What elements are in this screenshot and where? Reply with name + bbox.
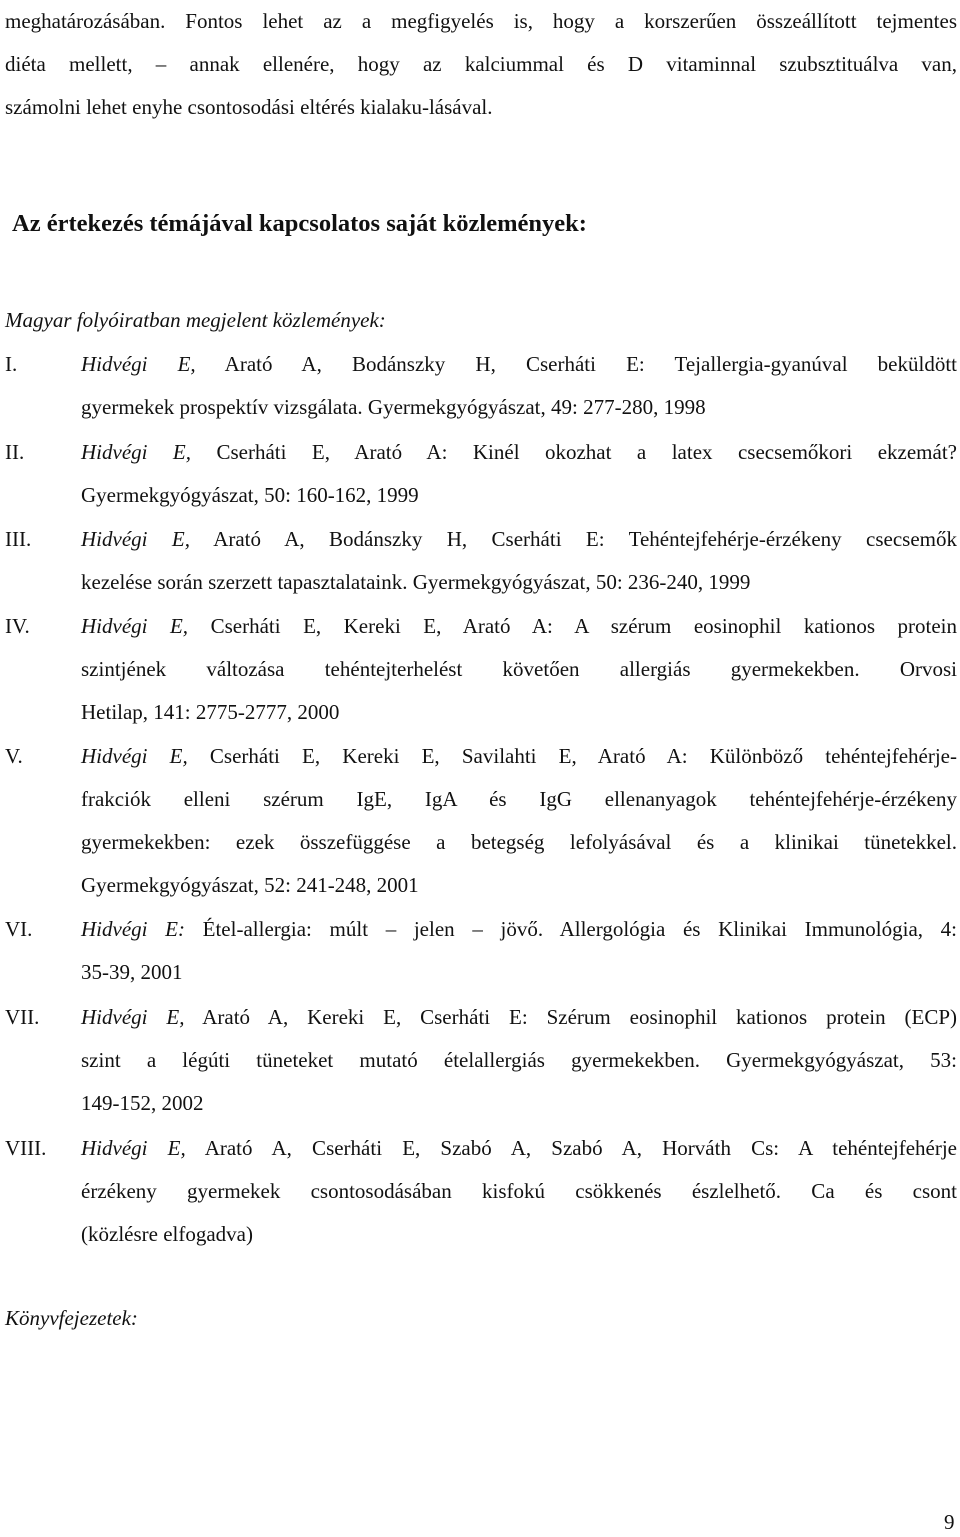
author-highlight: Hidvégi E,: [81, 527, 190, 551]
publication-line: [81, 996, 957, 1039]
publication-body: [81, 431, 957, 517]
subsection-title: Magyar folyóiratban megjelent közlemények:: [5, 308, 386, 332]
publication-number: VI.: [5, 917, 33, 941]
intro-line-end: annak ellenére, hogy az kalciummal és D vitaminnal szubsztituálva van,: [166, 52, 958, 76]
publication-line: [81, 908, 957, 951]
publication-line: Gyermekgyógyászat, 50: 160-162, 1999: [81, 483, 419, 507]
publication-line: érzékeny gyermekek csontosodásában kisfokú csökkenés észlelhető. Ca és csont: [81, 1179, 957, 1203]
publication-number: III.: [5, 527, 32, 551]
publication-text: Arató A, Cserháti E, Szabó A, Szabó A, Horváth Cs: A tehéntejfehérje: [204, 1136, 958, 1160]
publication-text: Cserháti E, Kereki E, Savilahti E, Arató A: Különböző tehéntejfehérje-: [209, 744, 957, 768]
publication-text: Étel-allergia: múlt – jelen – jövő. Allergológia és Klinikai Immunológia, 4:: [202, 917, 958, 941]
author-highlight: Hidvégi E,: [81, 614, 189, 638]
publication-line: gyermekekben: ezek összefüggése a betegség lefolyásával és a klinikai tünetekkel.: [81, 830, 957, 854]
publication-body: [81, 996, 957, 1125]
publication-line: (közlésre elfogadva): [81, 1222, 253, 1246]
publication-line: Gyermekgyógyászat, 52: 241-248, 2001: [81, 873, 419, 897]
publication-line: [81, 431, 957, 474]
book-chapters-title: Könyvfejezetek:: [5, 1306, 138, 1330]
publication-body: [81, 1127, 957, 1256]
publication-line: szintjének változása tehéntejterhelést követően allergiás gyermekekben. Orvosi: [81, 657, 957, 681]
publication-line: 149-152, 2002: [81, 1091, 204, 1115]
publication-line: [81, 518, 957, 561]
publication-line: gyermekek prospektív vizsgálata. Gyermekgyógyászat, 49: 277-280, 1998: [81, 395, 706, 419]
publication-line: szint a légúti tüneteket mutató ételallergiás gyermekekben. Gyermekgyógyászat, 53:: [81, 1048, 957, 1072]
author-highlight: Hidvégi E,: [81, 440, 192, 464]
publication-line: Hetilap, 141: 2775-2777, 2000: [81, 700, 340, 724]
author-highlight: Hidvégi E,: [81, 1005, 185, 1029]
publication-text: Arató A, Kereki E, Cserháti E: Szérum eosinophil kationos protein (ECP): [202, 1005, 957, 1029]
publication-line: [81, 735, 957, 778]
publication-text: Cserháti E, Kereki E, Arató A: A szérum eosinophil kationos protein: [210, 614, 958, 638]
publication-line: [81, 343, 957, 386]
publication-text: Cserháti E, Arató A: Kinél okozhat a latex csecsemőkori ekzemát?: [216, 440, 957, 464]
publication-line: frakciók elleni szérum IgE, IgA és IgG ellenanyagok tehéntejfehérje-érzékeny: [81, 787, 957, 811]
publication-body: [81, 343, 957, 429]
dash: –: [155, 52, 167, 76]
intro-line: [5, 43, 957, 86]
publication-text: Arató A, Bodánszky H, Cserháti E: Tejallergia-gyanúval beküldött: [224, 352, 957, 376]
page-number: 9: [944, 1510, 955, 1534]
publication-text: Arató A, Bodánszky H, Cserháti E: Tehéntejfehérje-érzékeny csecsemők: [213, 527, 957, 551]
intro-line-start: diéta mellett,: [5, 52, 156, 76]
publication-number: II.: [5, 440, 25, 464]
publication-body: [81, 735, 957, 907]
author-highlight: Hidvégi E,: [81, 1136, 186, 1160]
section-title: Az értekezés témájával kapcsolatos saját közlemények:: [12, 210, 587, 237]
publication-number: IV.: [5, 614, 30, 638]
publication-number: V.: [5, 744, 23, 768]
publication-line: [81, 1127, 957, 1170]
publication-body: [81, 605, 957, 734]
publication-body: [81, 518, 957, 604]
publication-number: VII.: [5, 1005, 40, 1029]
publication-line: 35-39, 2001: [81, 960, 183, 984]
publication-line: kezelése során szerzett tapasztalataink. Gyermekgyógyászat, 50: 236-240, 1999: [81, 570, 751, 594]
author-highlight: Hidvégi E,: [81, 352, 196, 376]
intro-paragraph: [5, 0, 957, 129]
intro-line: meghatározásában. Fontos lehet az a megfigyelés is, hogy a korszerűen összeállított tejmentes: [5, 9, 957, 33]
publication-number: I.: [5, 352, 18, 376]
intro-line: számolni lehet enyhe csontosodási eltérés kialaku-lásával.: [5, 95, 493, 119]
author-highlight: Hidvégi E,: [81, 744, 188, 768]
publication-body: [81, 908, 957, 994]
publication-line: [81, 605, 957, 648]
author-highlight: Hidvégi E:: [81, 917, 185, 941]
publication-number: VIII.: [5, 1136, 47, 1160]
